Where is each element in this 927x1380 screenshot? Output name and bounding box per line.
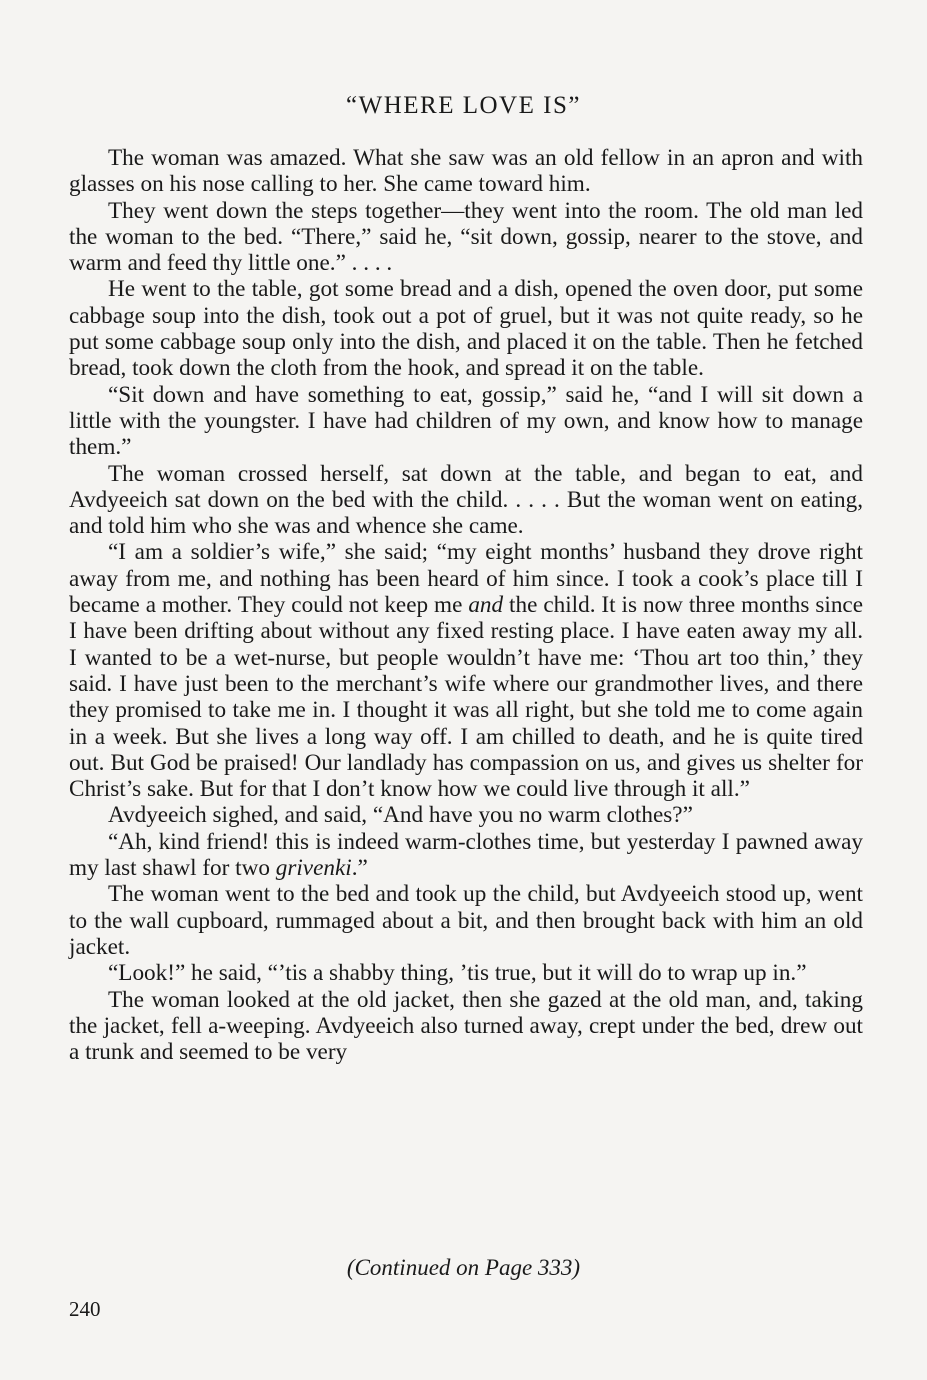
text-run: “Ah, kind friend! this is indeed warm-clothes time, but yesterday I pawned away my last shawl for two (69, 828, 863, 882)
story-title: “WHERE LOVE IS” (346, 92, 581, 119)
paragraph: The woman was amazed. What she saw was an old fellow in an apron and with glasses on his nose calling to her. She came toward him. (69, 145, 863, 198)
italic-word: grivenki (275, 855, 352, 882)
paragraph: Avdyeeich sighed, and said, “And have you no warm clothes?” (108, 802, 693, 829)
story-body (69, 145, 863, 1065)
paragraph: “Sit down and have something to eat, gossip,” said he, “and I will sit down a little with the youngster. I have had children of my own, and know how to manage them.” (69, 381, 863, 461)
paragraph: The woman went to the bed and took up the child, but Avdyeeich stood up, went to the wall cupboard, rummaged about a bit, and then brought back with him an old jacket. (69, 881, 863, 960)
text-run: the child. It is now three months since I have been drifting about without any fixed resting place. I have eaten away my all. I wanted to be a wet-nurse, but people wouldn’t have me: ‘Thou art too thin,’ they said. I have just been to the merchant’s wife where our grandmother lives, and there they promised to take me in. I thought it was all right, but she told me to come again in a week. But she lives a long way off. I am chilled to death, and he is quite tired out. But God be praised! Our landlady has compassion on us, and gives us shelter for Christ’s sake. But for that I don’t know how we could live through it all.” (69, 592, 863, 803)
paragraph: He went to the table, got some bread and a dish, opened the oven door, put some cabbage soup into the dish, took out a pot of gruel, but it was not quite ready, so he put some cabbage soup only into the dish, and placed it on the table. Then he fetched bread, took down the cloth from the hook, and spread it on the table. (69, 276, 863, 382)
text-run: “I am a soldier’s wife,” she said; “my eight months’ husband they drove right away from me, and nothing has been heard of him since. I took a cook’s place till I became a mother. They could not keep me (69, 539, 863, 619)
italic-word: and (468, 592, 504, 619)
paragraph-soldiers-wife (69, 539, 863, 802)
paragraph-shawl (69, 829, 863, 882)
text-run: .” (351, 855, 368, 882)
paragraph: “Look!” he said, “’tis a shabby thing, ’tis true, but it will do to wrap up in.” (108, 960, 807, 987)
continued-notice: (Continued on Page 333) (346, 1255, 581, 1280)
paragraph: They went down the steps together—they went into the room. The old man led the woman to the bed. “There,” said he, “sit down, gossip, nearer to the stove, and warm and feed thy little one.” . . . . (69, 197, 863, 277)
paragraph: The woman looked at the old jacket, then she gazed at the old man, and, taking the jacket, fell a-weeping. Avdyeeich also turned away, crept under the bed, drew out a trunk and seemed to be very (69, 986, 863, 1066)
paragraph: The woman crossed herself, sat down at the table, and began to eat, and Avdyeeich sat down on the bed with the child. . . . . But the woman went on eating, and told him who she was and whence she came. (69, 460, 863, 540)
page-number: 240 (69, 1297, 101, 1321)
